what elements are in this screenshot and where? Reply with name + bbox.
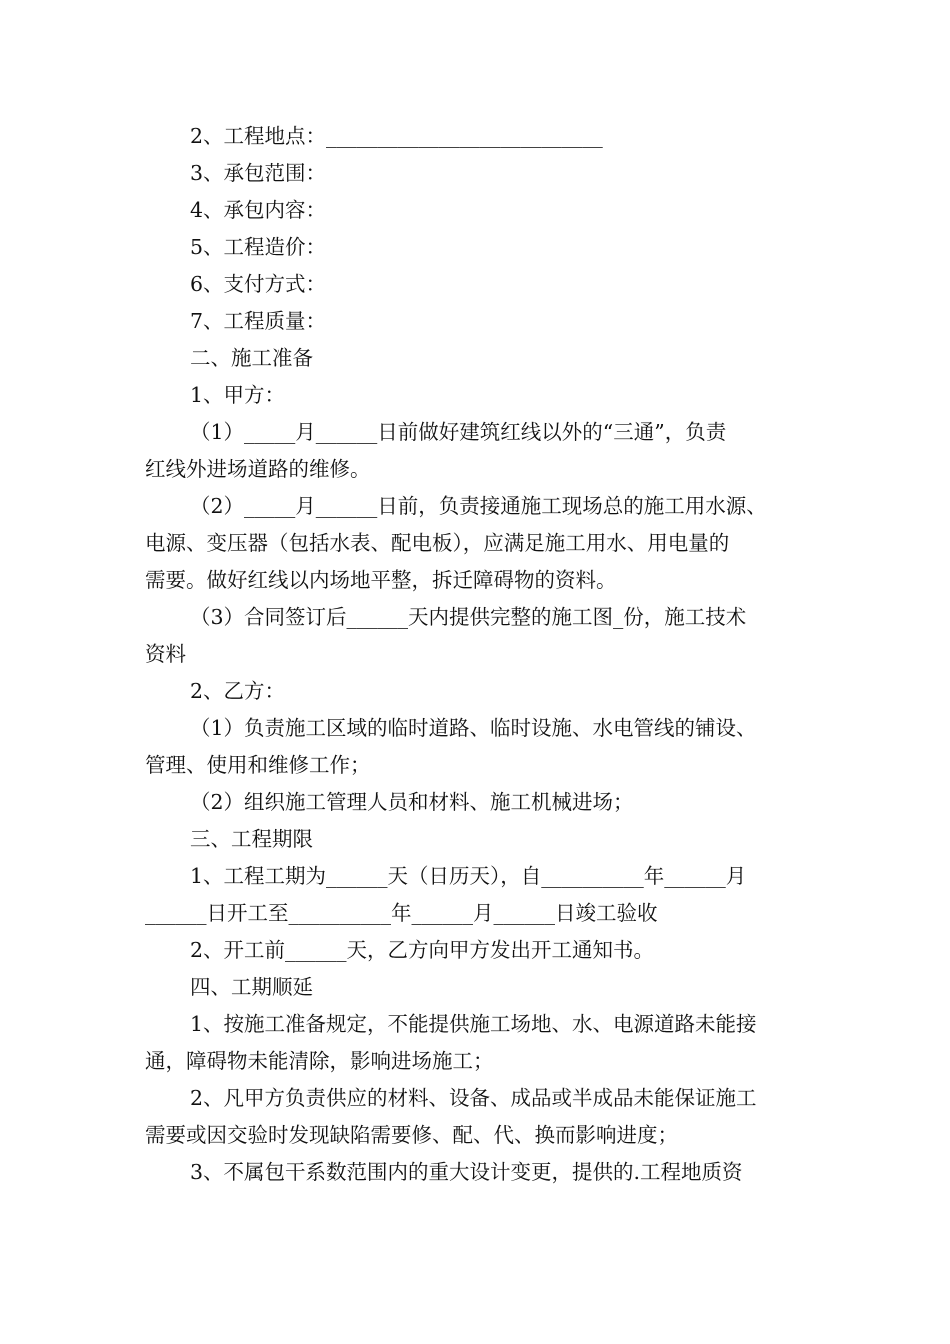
text-line: 四、工期顺延: [190, 975, 313, 999]
text-line: 2、工程地点：___________________________: [190, 124, 603, 148]
text-line: 4、承包内容：: [190, 198, 327, 222]
text-line: （3）合同签订后______天内提供完整的施工图_份，施工技术: [190, 605, 747, 629]
text-line: 2、乙方：: [190, 679, 286, 703]
text-line: （1）负责施工区域的临时道路、临时设施、水电管线的铺设、: [190, 716, 757, 740]
text-line: 5、工程造价：: [190, 235, 327, 259]
text-line: 3、承包范围：: [190, 161, 327, 185]
text-line: 二、施工准备: [190, 346, 313, 370]
text-line: 3、不属包干系数范围内的重大设计变更，提供的.工程地质资: [190, 1160, 743, 1184]
text-line: （1）_____月______日前做好建筑红线以外的“三通”，负责: [190, 420, 727, 444]
text-line: （2）组织施工管理人员和材料、施工机械进场；: [190, 790, 634, 814]
text-line: 1、按施工准备规定，不能提供施工场地、水、电源道路未能接: [190, 1012, 757, 1036]
text-line: 管理、使用和维修工作；: [145, 753, 371, 777]
text-line: 2、开工前______天，乙方向甲方发出开工通知书。: [190, 938, 655, 962]
text-line: 通，障碍物未能清除，影响进场施工；: [145, 1049, 494, 1073]
text-line: 资料: [145, 642, 186, 666]
text-line: 需要。做好红线以内场地平整，拆迁障碍物的资料。: [145, 568, 617, 592]
document-body: [145, 118, 825, 1191]
text-line: 7、工程质量：: [190, 309, 327, 333]
text-line: 6、支付方式：: [190, 272, 327, 296]
text-line: 需要或因交验时发现缺陷需要修、配、代、换而影响进度；: [145, 1123, 678, 1147]
text-line: （2）_____月______日前，负责接通施工现场总的施工用水源、: [190, 494, 767, 518]
text-line: ______日开工至__________年______月______日竣工验收: [145, 901, 658, 925]
text-line: 红线外进场道路的维修。: [145, 457, 371, 481]
text-line: 电源、变压器（包括水表、配电板），应满足施工用水、用电量的: [145, 531, 730, 555]
text-line: 1、工程工期为______天（日历天），自__________年______月: [190, 864, 747, 888]
text-line: 2、凡甲方负责供应的材料、设备、成品或半成品未能保证施工: [190, 1086, 757, 1110]
text-line: 1、甲方：: [190, 383, 286, 407]
text-line: 三、工程期限: [190, 827, 313, 851]
